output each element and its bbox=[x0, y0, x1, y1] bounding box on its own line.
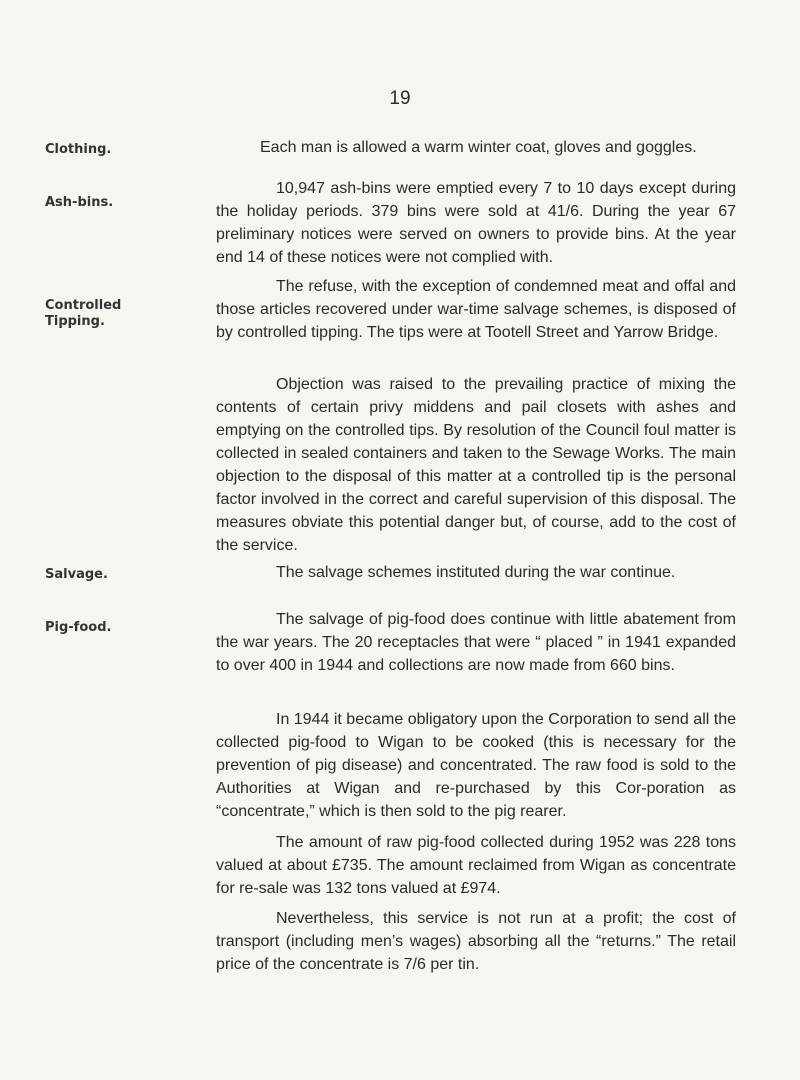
paragraph-tipping: The refuse, with the exception of condemned meat and offal and those articles recovered under war-time salvage schemes, is disposed of by controlled tipping. The tips were at Tootell Street and Yarrow Bridge. bbox=[216, 278, 736, 341]
paragraph-profit: Nevertheless, this service is not run at a profit; the cost of transport (including men’s wages) absorbing all the “returns.” The retail price of the concentrate is 7/6 per tin. bbox=[216, 910, 736, 973]
paragraph-ash-bins: 10,947 ash-bins were emptied every 7 to 10 days except during the holiday periods. 379 bins were sold at 41/6. During the year 67 preliminary notices were served on owners to provide bins. At the year end 14 of these notices were not complied with. bbox=[216, 180, 736, 266]
side-label-controlled-tipping-line2: Tipping. bbox=[45, 314, 105, 329]
side-label-controlled-tipping-line1: Controlled bbox=[45, 298, 122, 313]
paragraph-objection: Objection was raised to the prevailing practice of mixing the contents of certain privy middens and pail closets with ashes and emptying on the controlled tips. By resolution of the Council foul matter is collected in sealed containers and taken to the Sewage Works. The main objection to the disposal of this matter at a controlled tip is the personal factor involved in the correct and careful supervision of this disposal. The measures obviate this potential danger but, of course, add to the cost of the service. bbox=[216, 376, 736, 554]
page-number: 19 bbox=[389, 88, 411, 109]
side-label-pig-food: Pig-food. bbox=[45, 620, 112, 635]
paragraph-amount: The amount of raw pig-food collected during 1952 was 228 tons valued at about £735. The amount reclaimed from Wigan as concentrate for re-sale was 132 tons valued at £974. bbox=[216, 834, 736, 897]
paragraph-pig-food: The salvage of pig-food does continue with little abatement from the war years. The 20 receptacles that were “ placed ” in 1941 expanded to over 400 in 1944 and collections are now made from 660 bins. bbox=[216, 611, 736, 674]
paragraph-clothing: Each man is allowed a warm winter coat, gloves and goggles. bbox=[260, 139, 697, 156]
side-label-controlled-tipping bbox=[45, 298, 150, 330]
side-label-salvage: Salvage. bbox=[45, 567, 108, 582]
paragraph-salvage: The salvage schemes instituted during the war continue. bbox=[276, 564, 676, 581]
side-label-ash-bins: Ash-bins. bbox=[45, 195, 114, 210]
side-label-clothing: Clothing. bbox=[45, 142, 112, 157]
paragraph-wigan: In 1944 it became obligatory upon the Corporation to send all the collected pig-food to Wigan to be cooked (this is necessary for the prevention of pig disease) and concentrated. The raw food is sold to the Authorities at Wigan and re-purchased by this Cor-poration as “concentrate,” which is then sold to the pig rearer. bbox=[216, 711, 736, 820]
